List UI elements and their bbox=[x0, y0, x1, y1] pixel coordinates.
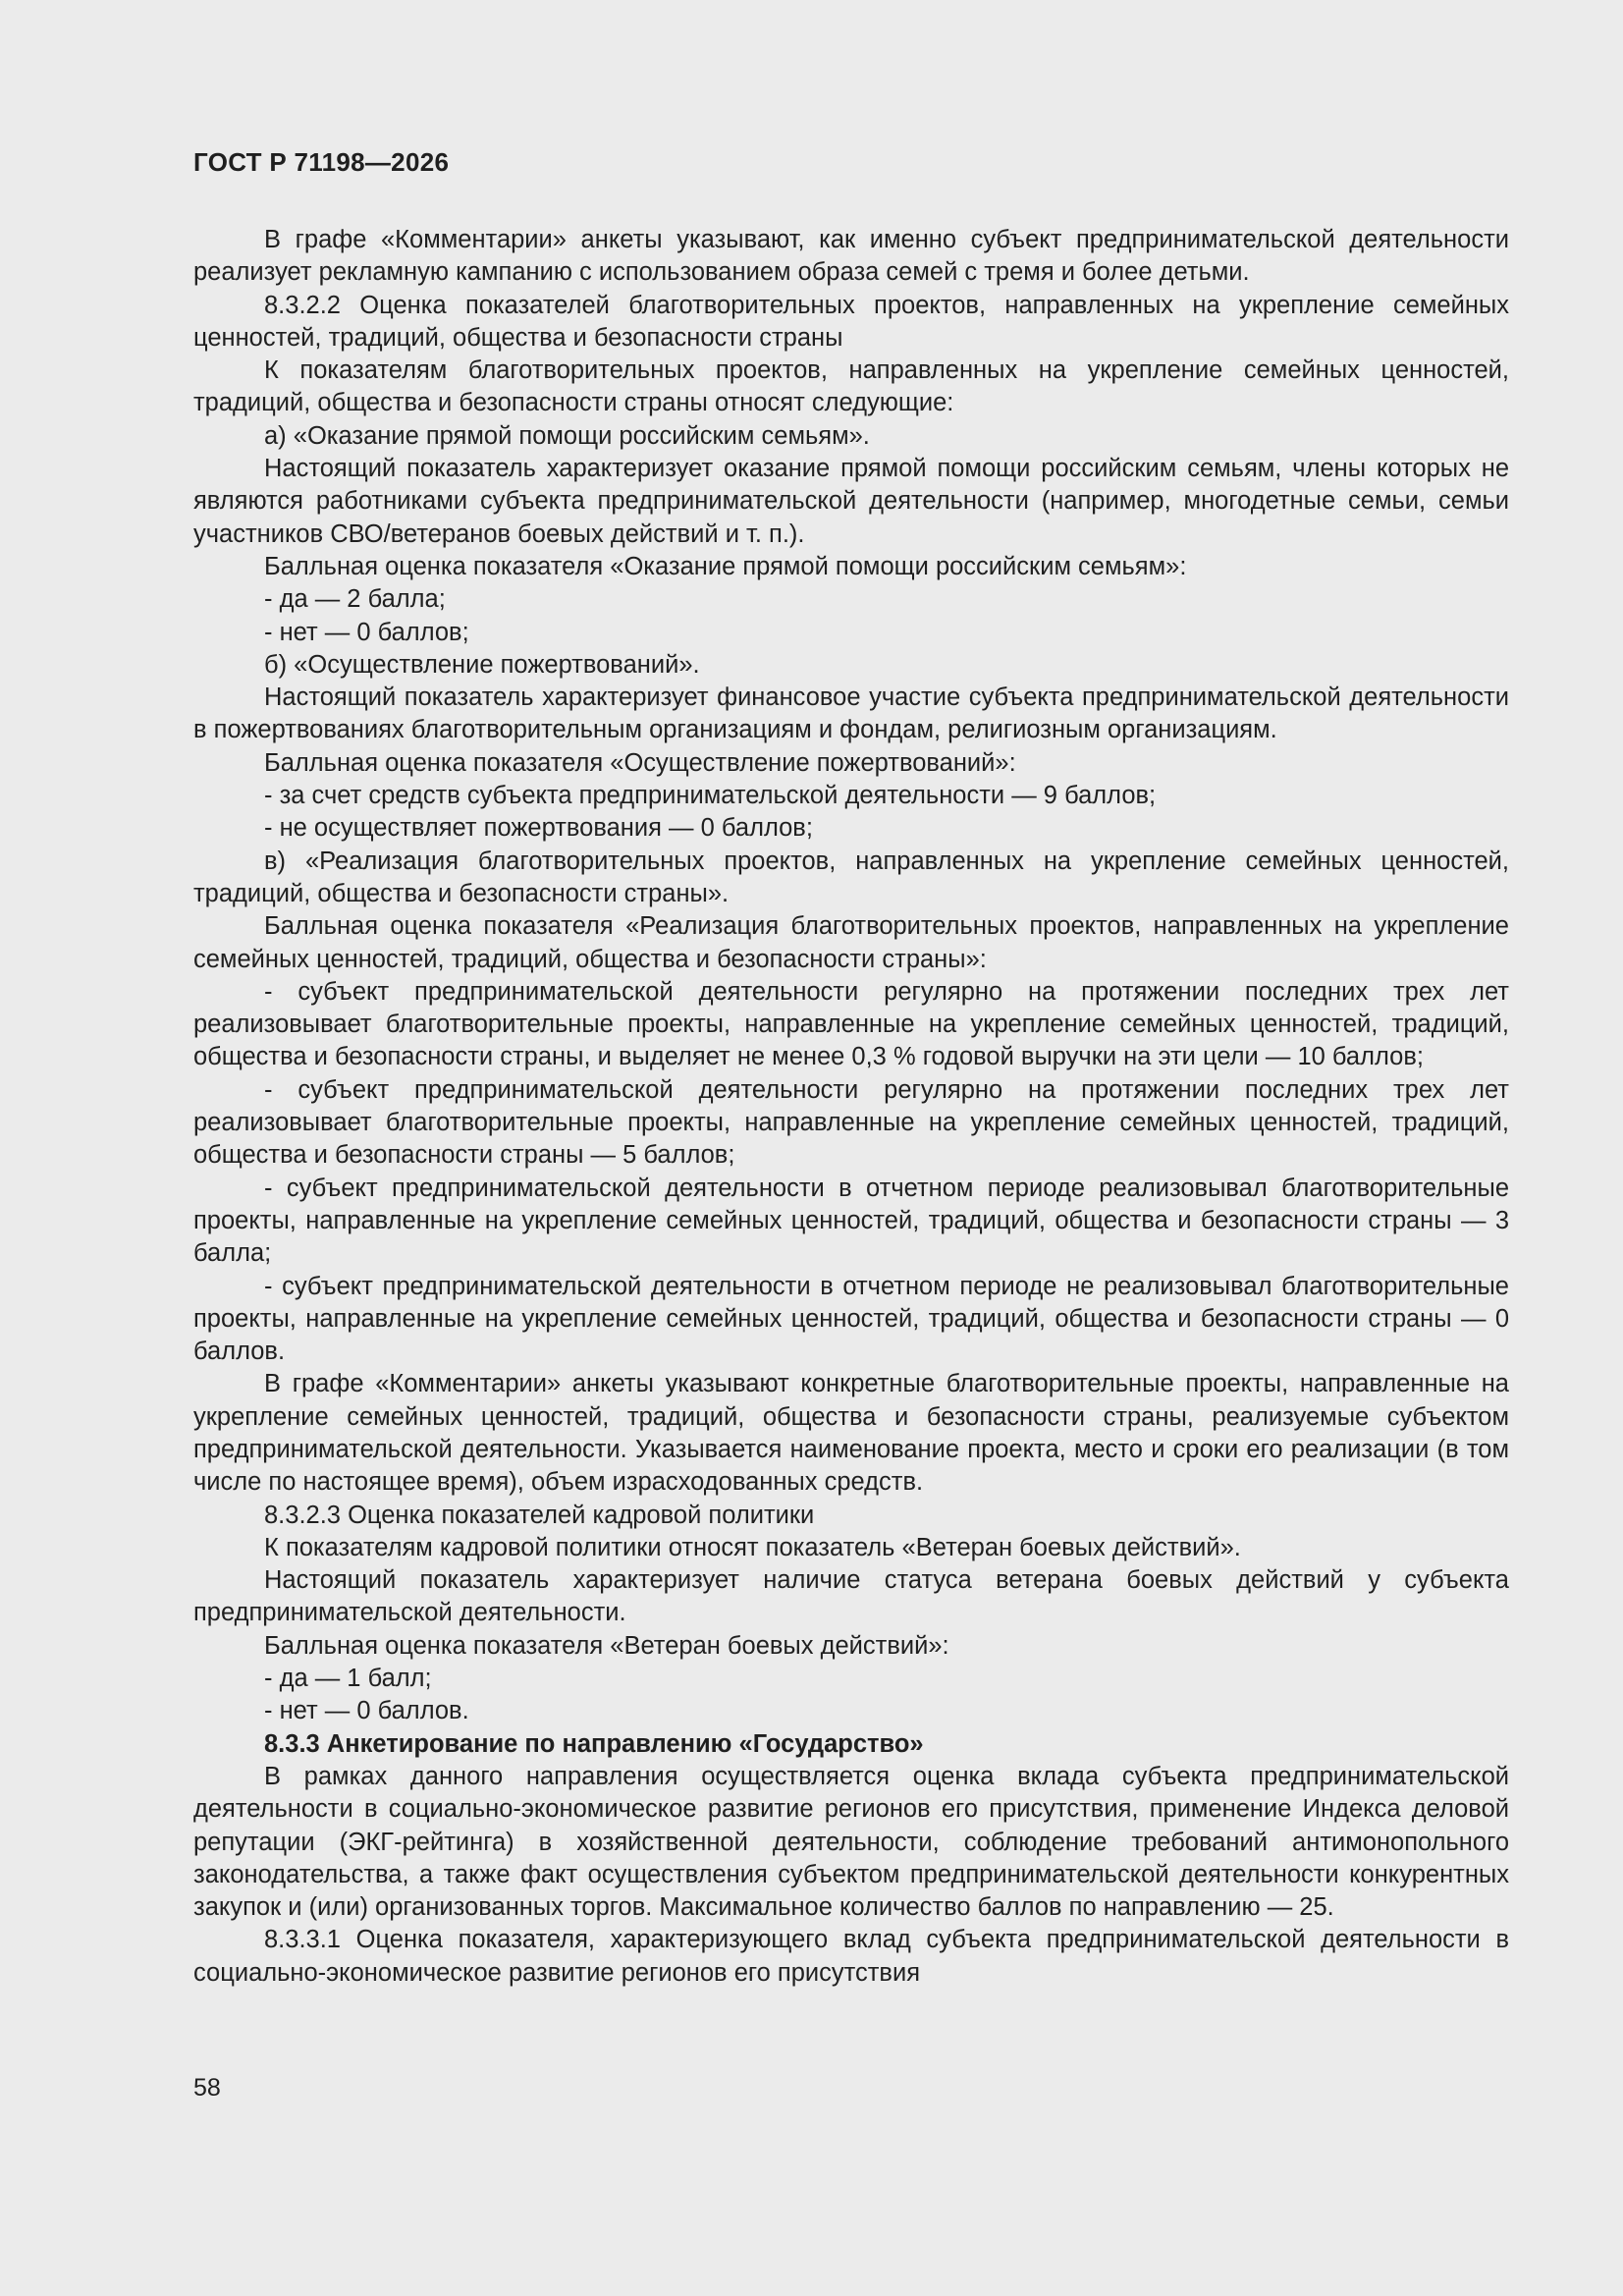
paragraph: Балльная оценка показателя «Оказание прямой помощи российским семьям»: bbox=[264, 552, 1187, 580]
paragraph: В графе «Комментарии» анкеты указывают, как именно субъект предпринимательской деятельности реализует рекламную кампанию с использованием образа семей с тремя и более детьми. bbox=[193, 226, 1509, 287]
paragraph: Настоящий показатель характеризует финансовое участие субъекта предпринимательской деятельности в пожертвованиях благотворительным организациям и фондам, религиозным организациям. bbox=[193, 683, 1509, 744]
list-item: - нет — 0 баллов; bbox=[264, 618, 469, 646]
paragraph: Настоящий показатель характеризует оказание прямой помощи российским семьям, члены которых не являются работниками субъекта предпринимательской деятельности (например, многодетные семьи, семьи участников СВО/ветеранов боевых действий и т. п.). bbox=[193, 455, 1509, 548]
list-item: - субъект предпринимательской деятельности в отчетном периоде не реализовывал благотворительные проекты, направленные на укрепление семейных ценностей, традиций, общества и безопасности страны — 0 баллов. bbox=[193, 1272, 1509, 1366]
list-item: а) «Оказание прямой помощи российским семьям». bbox=[264, 421, 870, 450]
list-item: б) «Осуществление пожертвований». bbox=[264, 650, 700, 679]
paragraph: Настоящий показатель характеризует наличие статуса ветерана боевых действий у субъекта предпринимательской деятельности. bbox=[193, 1566, 1509, 1627]
paragraph: Балльная оценка показателя «Реализация благотворительных проектов, направленных на укрепление семейных ценностей, традиций, общества и безопасности страны»: bbox=[193, 912, 1509, 973]
section-heading-8-3-2-3: 8.3.2.3 Оценка показателей кадровой политики bbox=[264, 1501, 815, 1529]
paragraph: Балльная оценка показателя «Ветеран боевых действий»: bbox=[264, 1631, 949, 1660]
list-item: - да — 2 балла; bbox=[264, 585, 446, 614]
document-body bbox=[193, 224, 1509, 1990]
list-item: в) «Реализация благотворительных проектов, направленных на укрепление семейных ценностей, традиций, общества и безопасности страны». bbox=[193, 847, 1509, 907]
list-item: - за счет средств субъекта предпринимательской деятельности — 9 баллов; bbox=[264, 782, 1157, 810]
list-item: - не осуществляет пожертвования — 0 баллов; bbox=[264, 814, 813, 843]
paragraph: Балльная оценка показателя «Осуществление пожертвований»: bbox=[264, 748, 1016, 777]
section-heading-8-3-2-2: 8.3.2.2 Оценка показателей благотворительных проектов, направленных на укрепление семейных ценностей, традиций, общества и безопасности страны bbox=[193, 291, 1509, 352]
section-heading-8-3-3-1: 8.3.3.1 Оценка показателя, характеризующего вклад субъекта предпринимательской деятельности в социально-экономическое развитие регионов его присутствия bbox=[193, 1926, 1509, 1987]
paragraph: К показателям кадровой политики относят показатель «Ветеран боевых действий». bbox=[264, 1533, 1241, 1561]
paragraph: К показателям благотворительных проектов, направленных на укрепление семейных ценностей, традиций, общества и безопасности страны относят следующие: bbox=[193, 356, 1509, 417]
list-item: - субъект предпринимательской деятельности регулярно на протяжении последних трех лет реализовывает благотворительные проекты, направленные на укрепление семейных ценностей, традиций, общества и безопасности страны, и выделяет не менее 0,3 % годовой выручки на эти цели — 10 баллов; bbox=[193, 977, 1509, 1071]
paragraph: В рамках данного направления осуществляется оценка вклада субъекта предпринимательской деятельности в социально-экономическое развитие регионов его присутствия, применение Индекса деловой репутации (ЭКГ-рейтинга) в хозяйственной деятельности, соблюдение требований антимонопольного законодательства, а также факт осуществления субъектом предпринимательской деятельности конкурентных закупок и (или) организованных торгов. Максимальное количество баллов по направлению — 25. bbox=[193, 1762, 1509, 1922]
list-item: - субъект предпринимательской деятельности регулярно на протяжении последних трех лет реализовывает благотворительные проекты, направленные на укрепление семейных ценностей, традиций, общества и безопасности страны — 5 баллов; bbox=[193, 1075, 1509, 1170]
document-header-id: ГОСТ Р 71198—2026 bbox=[193, 147, 450, 177]
list-item: - субъект предпринимательской деятельности в отчетном периоде реализовывал благотворительные проекты, направленные на укрепление семейных ценностей, традиций, общества и безопасности страны — 3 балла; bbox=[193, 1174, 1509, 1268]
list-item: - да — 1 балл; bbox=[264, 1665, 432, 1693]
list-item: - нет — 0 баллов. bbox=[264, 1697, 469, 1725]
section-heading-8-3-3: 8.3.3 Анкетирование по направлению «Государство» bbox=[264, 1729, 924, 1758]
paragraph: В графе «Комментарии» анкеты указывают конкретные благотворительные проекты, направленные на укрепление семейных ценностей, традиций, общества и безопасности страны, реализуемые субъектом предпринимательской деятельности. Указывается наименование проекта, место и сроки его реализации (в том числе по настоящее время), объем израсходованных средств. bbox=[193, 1370, 1509, 1497]
page-number: 58 bbox=[193, 2074, 221, 2102]
